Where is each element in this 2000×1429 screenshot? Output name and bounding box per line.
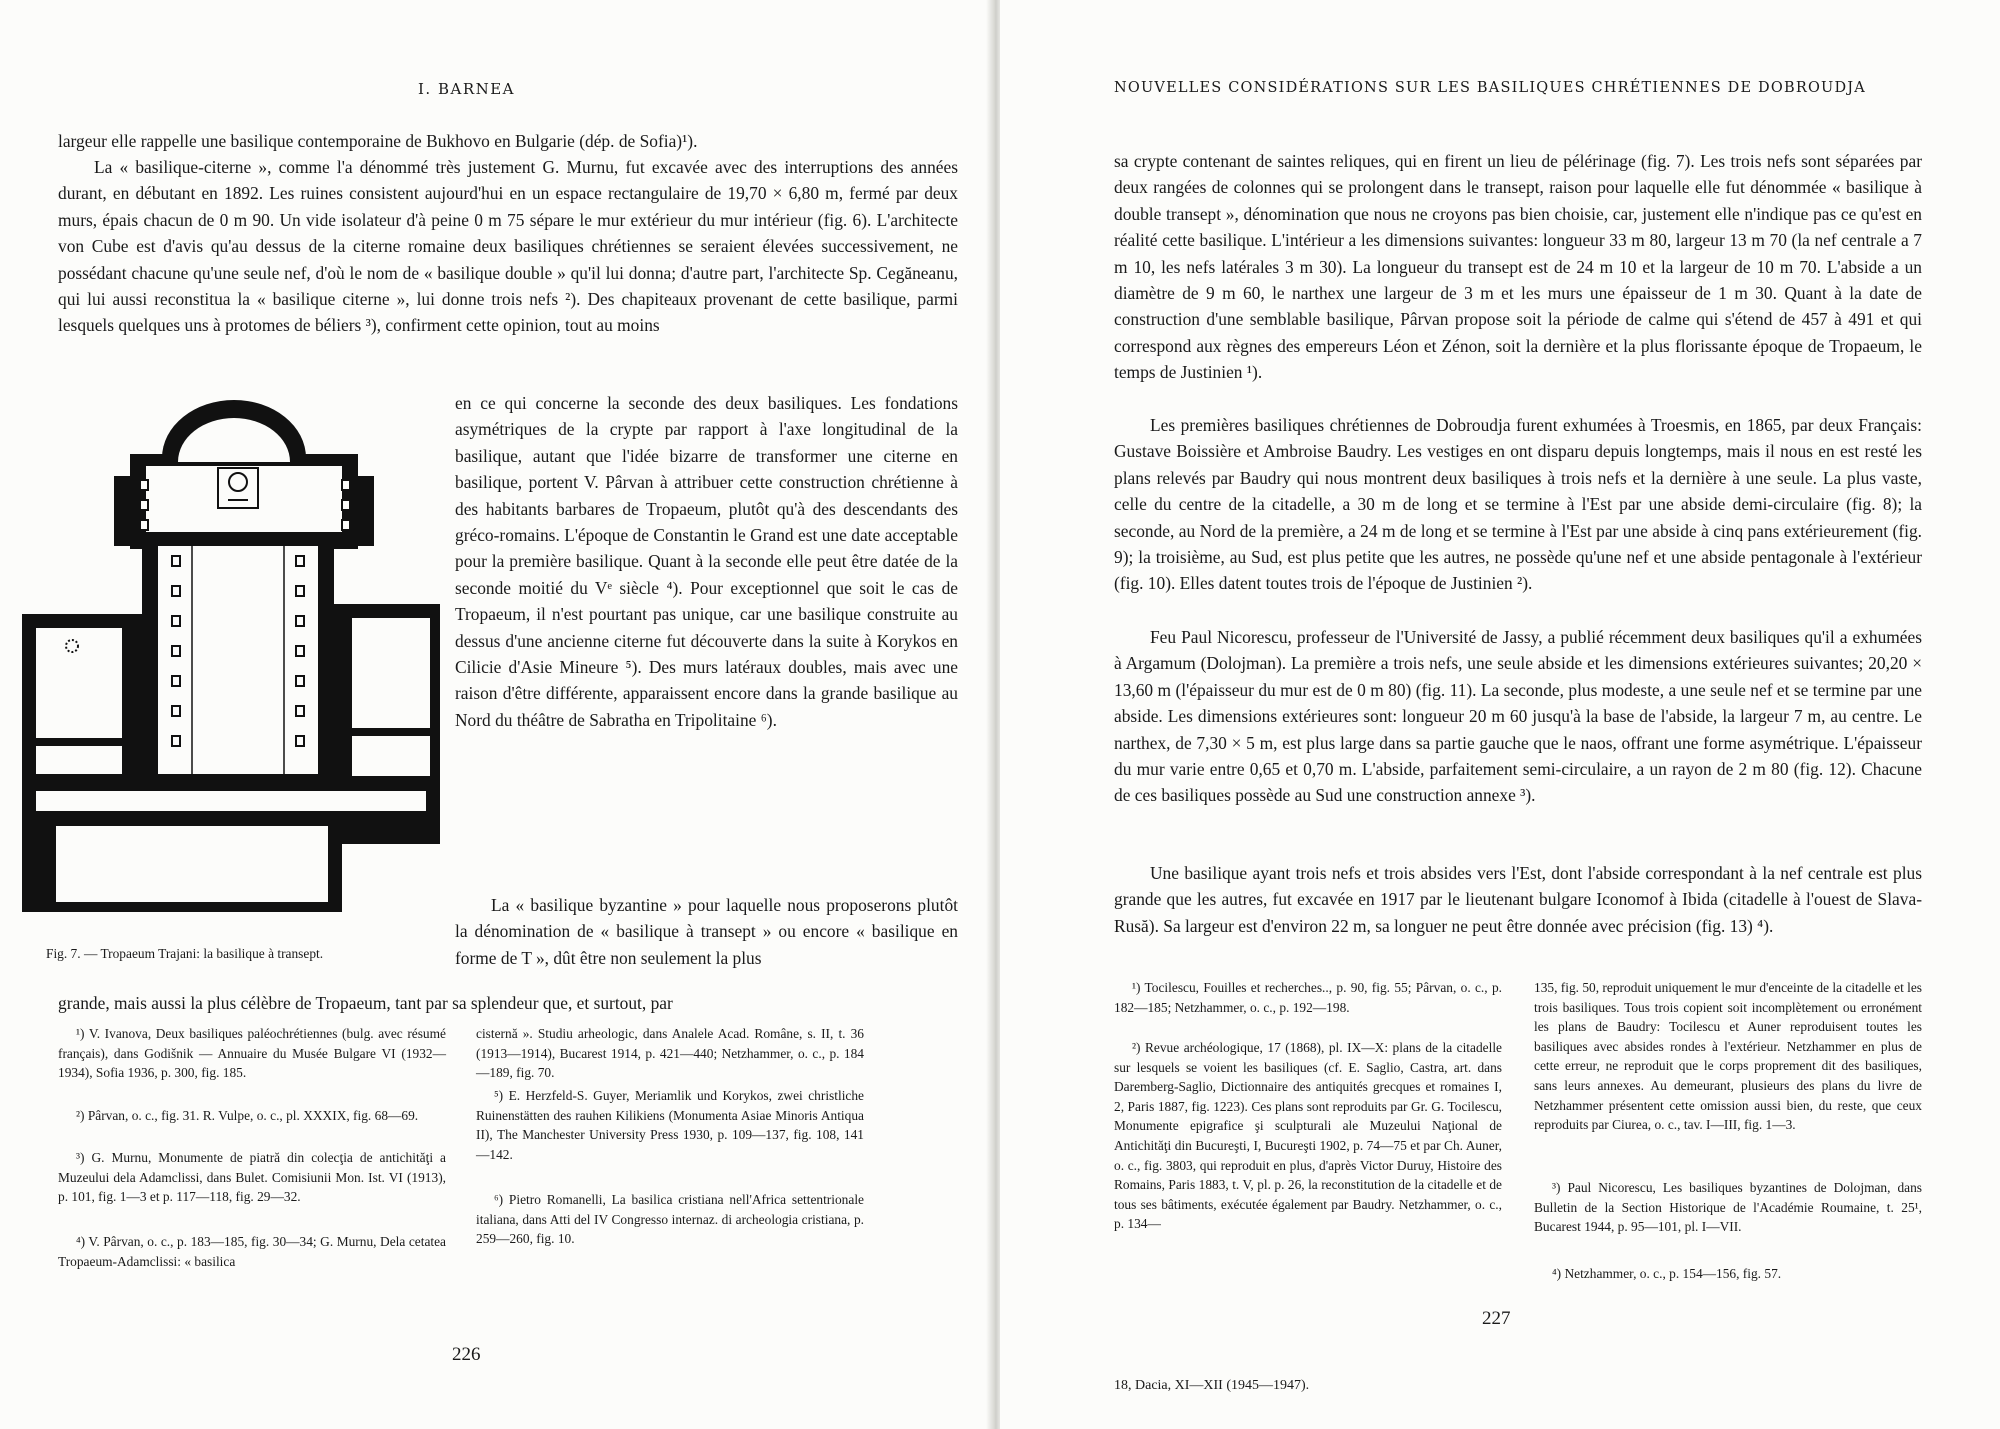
footnote-item: ²) Revue archéologique, 17 (1868), pl. IX—X: plans de la citadelle sur lesquels se voient les basiliques (cf. E. Saglio, Castra, art. dans Daremberg-Saglio, Dictionnaire des antiquités grecques et romaines I, 2, Paris 1887, fig. 1223). Ces plans sont reproduits par Gr. G. Tocilescu, Monumente epigrafice şi sculpturali ale Muzeului Naţional de Antichităţi din Bucureşti, I, Bucureşti 1902, p. 74—75 et par Ch. Auner, o. c., fig. 3803, qui reproduit en plus, d'après Victor Duruy, Histoire des Romains, Paris 1883, t. V, pl. p. 26, la reconstitution de la citadelle et de tous ses bâtiments, exécutée également par Baudry. Netzhammer, o. c., p. 134— bbox=[1114, 1040, 1502, 1232]
running-head-right: NOUVELLES CONSIDÉRATIONS SUR LES BASILIQUES CHRÉTIENNES DE DOBROUDJA bbox=[1114, 80, 1866, 96]
footnote-item: cisternă ». Studiu arheologic, dans Analele Acad. Române, s. II, t. 36 (1913—1914), Bucarest 1914, p. 421—440; Netzhammer, o. c., p. 184—189, fig. 70. bbox=[476, 1026, 864, 1081]
body-paragraph-side: en ce qui concerne la seconde des deux basiliques. Les fondations asymétriques de la crypte par rapport à l'axe longitudinal de la basilique, autant que l'idée bizarre de transformer une citerne en basilique, portent V. Pârvan à attribuer cette construction chrétienne à des habitants barbares de Tropaeum, plutôt qu'à des descendants des gréco-romains. L'époque de Constantin le Grand est une date acceptable pour la première basilique. Quant à la seconde elle peut être datée de la seconde moitié du Vᵉ siècle ⁴). Pour exceptionnel que soit le cas de Tropaeum, il n'est pourtant pas unique, car une basilique construite au dessus d'une ancienne citerne fut découverte dans la suite à Korykos en Cilicie d'Asie Mineure ⁵). Des murs latéraux doubles, mais avec une raison d'être différente, apparaissent encore dans la grande basilique au Nord du théâtre de Sabratha en Tripolitaine ⁶). bbox=[455, 393, 958, 730]
signature-line: 18, Dacia, XI—XII (1945—1947). bbox=[1114, 1378, 1310, 1393]
footnote-item: ⁶) Pietro Romanelli, La basilica cristiana nell'Africa settentrionale italiana, dans Atti del IV Congresso internaz. di archeologia cristiana, p. 259—260, fig. 10. bbox=[476, 1192, 864, 1247]
footnote-item: ⁴) Netzhammer, o. c., p. 154—156, fig. 57. bbox=[1552, 1266, 1782, 1281]
page-number-right: 227 bbox=[1482, 1308, 1511, 1329]
body-paragraph-byzantine: La « basilique byzantine » pour laquelle nous proposerons plutôt la dénomination de « basilique à transept » ou encore « basilique en forme de T », dût être non seulement la plus bbox=[455, 895, 958, 968]
footnote-item: ⁵) E. Herzfeld-S. Guyer, Meriamlik und Korykos, zwei christliche Ruinenstätten des rauhen Kilikiens (Monumenta Asiae Minoris Antiqua II), The Manchester University Press 1930, p. 109—137, fig. 108, 141—142. bbox=[476, 1088, 864, 1162]
footnote-item: ¹) V. Ivanova, Deux basiliques paléochrétiennes (bulg. avec résumé français), dans Godišnik — Annuaire du Musée Bulgare VI (1932—1934), Sofia 1936, p. 300, fig. 185. bbox=[58, 1026, 446, 1081]
body-paragraph-argamum: Feu Paul Nicorescu, professeur de l'Université de Jassy, a publié récemment deux basiliques qu'il a exhumées à Argamum (Dolojman). La première a trois nefs, une seule abside et les dimensions extérieures suivantes; 20,20 × 13,60 m (l'épaisseur du mur est de 0 m 80) (fig. 11). La seconde, plus modeste, a une seule nef et se termine par une abside. Les dimensions extérieures sont: longueur 20 m 60 jusqu'à la base de l'abside, la largeur 7 m, au centre. Le narthex, de 7,30 × 5 m, est plus large dans sa partie gauche que le naos, offrant une forme asymétrique. L'épaisseur du mur varie entre 0,65 et 0,70 m. L'abside, parfaitement semi-circulaire, a un rayon de 2 m 80 (fig. 12). Chacune de ces basiliques possède au Sud une construction annexe ³). bbox=[1114, 627, 1922, 806]
body-paragraph-troesmis: Les premières basiliques chrétiennes de Dobroudja furent exhumées à Troesmis, en 1865, par deux Français: Gustave Boissière et Ambroise Baudry. Les vestiges en ont disparu depuis longtemps, mais il nous en est resté les plans relevés par Baudry qui nous montrent deux basiliques à trois nefs et la dernière à une seule. La plus vaste, celle du centre de la citadelle, a 30 m de long et se termine à l'Est par une abside demi-circulaire (fig. 8); la seconde, au Nord de la première, a 24 m de long et se termine à l'Est par une abside à cinq pans extérieurement (fig. 9); la troisième, au Sud, est plus petite que les autres, ne possède qu'une nef et une abside pentagonale à l'extérieur (fig. 10). Elles datent toutes trois de l'époque de Justinien ²). bbox=[1114, 415, 1922, 594]
body-paragraph-bottom: grande, mais aussi la plus célèbre de Tropaeum, tant par sa splendeur que, et surtout, par bbox=[58, 993, 673, 1013]
right-page bbox=[1000, 0, 2000, 1429]
body-paragraph-basilique-citerne: La « basilique-citerne », comme l'a dénommé très justement G. Murnu, fut excavée avec des interruptions des années durant, en débutant en 1892. Les ruines consistent aujourd'hui en un espace rectangulaire de 19,70 × 6,80 m, fermé par deux murs, épais chacun de 0 m 90. Un vide isolateur d'à peine 0 m 75 sépare le mur extérieur du mur intérieur (fig. 6). L'architecte von Cube est d'avis qu'au dessus de la citerne romaine deux basiliques chrétiennes se seraient élevées successivement, ne possédant chacune qu'une seule nef, d'où le nom de « basilique double » qu'il lui donna; d'autre part, l'architecte Sp. Cegăneanu, qui lui aussi reconstitua la « basilique citerne », lui donne trois nefs ²). Des chapiteaux provenant de cette basilique, parmi lesquels quelques uns à protomes de béliers ³), confirment cette opinion, tout au moins bbox=[58, 157, 958, 336]
running-head-left: I. BARNEA bbox=[418, 80, 516, 98]
footnote-item: ⁴) V. Pârvan, o. c., p. 183—185, fig. 30—34; G. Murnu, Dela cetatea Tropaeum-Adamclissi: « basilica bbox=[58, 1234, 446, 1269]
body-paragraph-top: largeur elle rappelle une basilique contemporaine de Bukhovo en Bulgarie (dép. de Sofia)¹). bbox=[58, 131, 698, 151]
body-paragraph-ibida: Une basilique ayant trois nefs et trois absides vers l'Est, dont l'abside correspondant à la nef centrale est plus grande que les autres, fut excavée en 1917 par le lieutenant bulgare Iconomof à Ibida (citadelle à l'ouest de Slava-Rusă). Sa largeur est d'environ 22 m, sa longuer ne peut être donnée avec précision (fig. 13) ⁴). bbox=[1114, 863, 1922, 936]
page-number-left: 226 bbox=[452, 1344, 481, 1365]
footnote-item: ³) G. Murnu, Monumente de piatră din colecţia de antichităţi a Muzeului dela Adamclissi, dans Bulet. Comisiunii Mon. Ist. VI (1913), p. 101, fig. 1—3 et p. 117—118, fig. 29—32. bbox=[58, 1150, 446, 1205]
left-page bbox=[0, 0, 993, 1429]
footnote-item: ²) Pârvan, o. c., fig. 31. R. Vulpe, o. c., pl. XXXIX, fig. 68—69. bbox=[76, 1108, 419, 1123]
figure-caption: Fig. 7. — Tropaeum Trajani: la basilique à transept. bbox=[46, 946, 324, 961]
body-paragraph-crypt: sa crypte contenant de saintes reliques, qui en firent un lieu de pélérinage (fig. 7). Les trois nefs sont séparées par deux rangées de colonnes qui se prolongent dans le transept, raison pour laquelle elle fut dénommée « basilique à double transept », dénomination que nous ne croyons pas bien choisie, car, justement elle n'indique pas ce qu'est en réalité cette basilique. L'intérieur a les dimensions suivantes: longueur 33 m 80, largeur 13 m 70 (la nef centrale a 7 m 10, les nefs latérales 3 m 30). La longueur du transept est de 24 m 10 et la largeur de 10 m 70. L'abside a un diamètre de 9 m 60, le narthex une largeur de 3 m et les murs une épaisseur de 1 m 30. Quant à la date de construction d'une semblable basilique, Pârvan propose soit la période de calme qui s'étend de 457 à 491 et qui correspond aux règnes des empereurs Léon et Zénon, soit la dernière et la plus florissante époque de Tropaeum, le temps de Justinien ¹). bbox=[1114, 151, 1922, 383]
floor-plan-figure bbox=[22, 396, 442, 938]
footnote-item: 135, fig. 50, reproduit uniquement le mur d'enceinte de la citadelle et les trois basiliques. Tous trois copient soit incomplètement ou erronément les plans de Baudry: Tocilescu et Auner reproduisent toutes les basiliques avec absides rondes à l'extérieur. Netzhammer en plus de cette erreur, ne reproduit que le corps proprement dit des basiliques, sans leurs annexes. Au demeurant, plusieurs des plans du livre de Netzhammer présentent cette omission aussi bien, du reste, que ceux reproduits par Ciurea, o. c., tav. I—III, fig. 1—3. bbox=[1534, 980, 1923, 1133]
footnote-item: ¹) Tocilescu, Fouilles et recherches.., p. 90, fig. 55; Pârvan, o. c., p. 182—185; Netzhammer, o. c., p. 192—198. bbox=[1114, 980, 1502, 1015]
footnote-item: ³) Paul Nicorescu, Les basiliques byzantines de Dolojman, dans Bulletin de la Section Historique de l'Académie Roumaine, t. 25¹, Bucarest 1944, p. 95—101, pl. I—VII. bbox=[1534, 1180, 1922, 1235]
